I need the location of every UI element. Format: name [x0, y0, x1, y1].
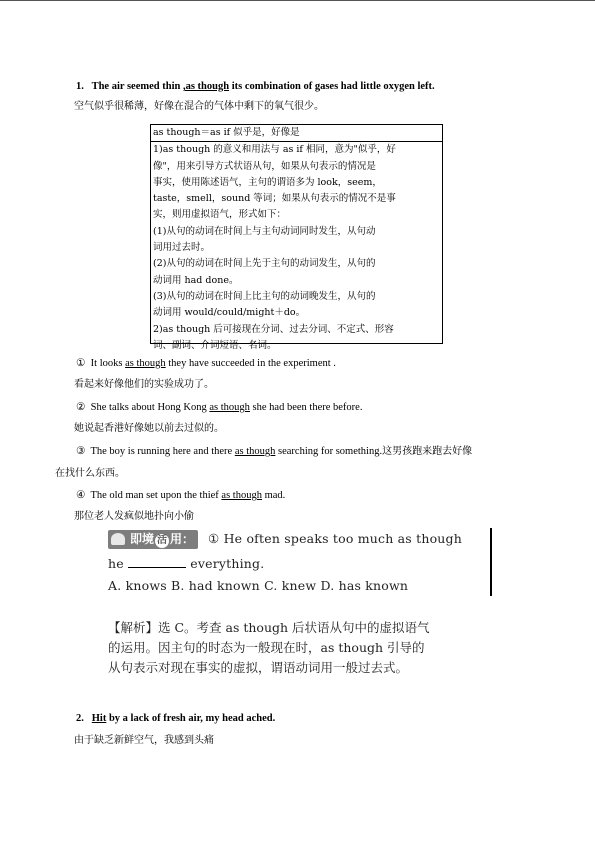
- example-3-translation-cont: 在找什么东西。: [55, 468, 125, 479]
- practice-block: [108, 528, 493, 598]
- section-2-translation: 由于缺乏新鲜空气，我感到头痛: [74, 735, 214, 746]
- keyword-underlined: as though: [125, 358, 166, 369]
- note-line: 词、副词、介词短语、名词。: [153, 339, 277, 351]
- note-line: 动词用 had done。: [153, 274, 239, 286]
- sentence-text: its combination of gases had little oxygen left.: [229, 81, 435, 92]
- question-text: everything.: [190, 556, 265, 571]
- example-text: she had been there before.: [249, 402, 363, 413]
- analysis-line: 【解析】选 C。考查 as though 后状语从句中的虚拟语气: [108, 620, 430, 635]
- sentence-text: by a lack of fresh air, my head ached.: [106, 713, 276, 724]
- note-line: (3)从句的动词在时间上比主句的动词晚发生，从句的: [153, 290, 376, 302]
- note-line: as though＝as if 似乎是，好像是: [153, 127, 300, 138]
- example-2: [76, 401, 362, 414]
- example-3: [76, 445, 472, 458]
- example-text: She talks about Hong Kong: [90, 402, 210, 413]
- example-text: The old man set upon the thief: [90, 490, 222, 501]
- note-line: 动词用 would/could/might＋do。: [153, 307, 306, 319]
- keyword-underlined: Hit: [91, 713, 107, 724]
- question-line-2: [108, 556, 264, 571]
- practice-badge: [108, 530, 198, 549]
- note-line: (1)从句的动词在时间上与主句动词同时发生，从句动: [153, 225, 376, 237]
- example-4: [76, 489, 285, 502]
- analysis-line: 从句表示对现在事实的虚拟，谓语动词用一般过去式。: [108, 660, 409, 675]
- keyword-underlined: as though: [209, 402, 250, 413]
- example-text: The boy is running here and there: [90, 446, 235, 457]
- note-line: taste，smell，sound 等词；如果从句表示的情况不是事: [153, 193, 396, 205]
- keyword-underlined: as though: [221, 490, 262, 501]
- example-text: searching for something.: [275, 446, 383, 457]
- keyword-underlined: as though: [234, 446, 276, 457]
- note-line: 像"，用来引导方式状语从句，如果从句表示的情况是: [153, 160, 376, 172]
- practice-right-bar: [490, 528, 492, 596]
- question-text: he: [108, 556, 124, 571]
- analysis-block: [108, 618, 508, 678]
- section-number: 1.: [76, 81, 84, 92]
- note-line: 词用过去时。: [153, 242, 211, 254]
- keyword-underlined: ,as though: [182, 81, 230, 92]
- badge-text: 即境: [130, 532, 155, 546]
- note-line: 1)as though 的意义和用法与 as if 相同，意为"似乎，好: [153, 144, 396, 156]
- section-1-translation: 空气似乎很稀薄，好像在混合的气体中剩下的氧气很少。: [74, 101, 324, 112]
- answer-options: A. knows B. had known C. knew D. has known: [108, 578, 409, 593]
- sentence-text: The air seemed thin: [91, 81, 183, 92]
- example-4-translation: 那位老人发疯似地扑向小偷: [74, 511, 194, 522]
- example-text: mad.: [261, 490, 286, 501]
- example-marker: ③: [76, 446, 86, 457]
- note-line: 事实，使用陈述语气，主句的谓语多为 look，seem，: [153, 176, 382, 188]
- answer-blank: [128, 557, 186, 568]
- example-marker: ④: [76, 490, 86, 501]
- example-1-translation: 看起来好像他们的实验成功了。: [74, 379, 214, 390]
- example-marker: ②: [76, 402, 86, 413]
- example-text: It looks: [90, 358, 126, 369]
- example-2-translation: 她说起香港好像她以前去过似的。: [74, 423, 224, 434]
- note-line: 实，则用虚拟语气，形式如下：: [153, 209, 287, 221]
- badge-circle-char: 活: [157, 535, 168, 546]
- section-1-heading: [76, 80, 435, 93]
- section-number: 2.: [76, 713, 84, 724]
- example-1: [76, 357, 336, 370]
- question-line-1: ① He often speaks too much as though: [208, 531, 462, 546]
- page-top-border: [0, 0, 595, 1]
- example-marker: ①: [76, 358, 86, 369]
- scroll-icon: [111, 533, 125, 545]
- example-translation-inline: 这男孩跑来跑去好像: [382, 446, 473, 457]
- section-2-heading: [76, 712, 275, 725]
- analysis-line: 的运用。因主句的时态为一般现在时，as though 引导的: [108, 640, 425, 655]
- example-text: they have succeeded in the experiment .: [165, 358, 336, 369]
- grammar-note-box: [150, 124, 443, 351]
- badge-text: 用：: [170, 532, 195, 546]
- note-line: 2)as though 后可接现在分词、过去分词、不定式、形容: [153, 323, 394, 335]
- note-line: (2)从句的动词在时间上先于主句的动词发生，从句的: [153, 258, 376, 270]
